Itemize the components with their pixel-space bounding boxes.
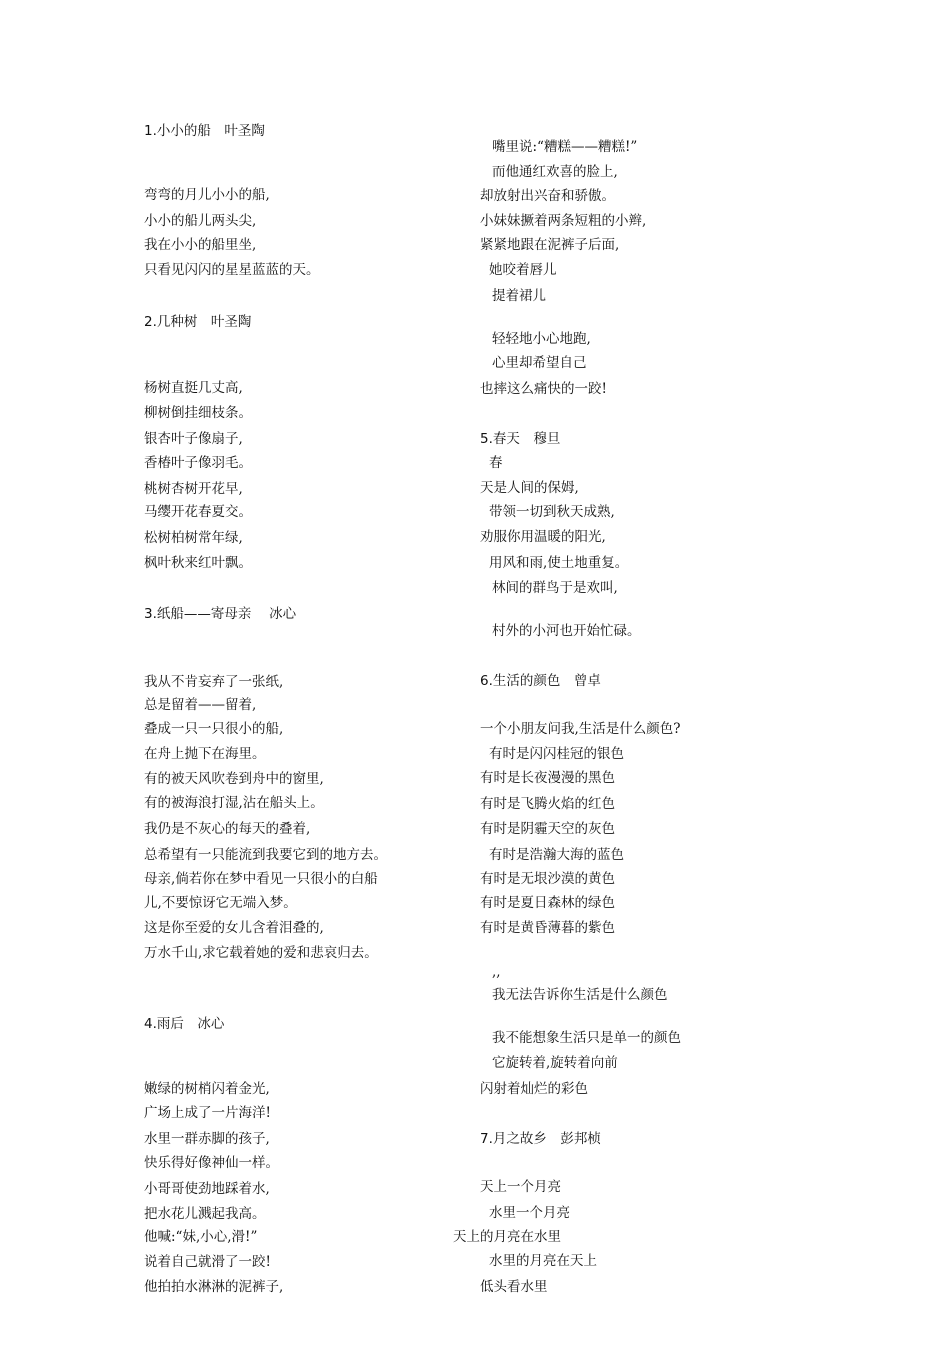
poem-line: 小哥哥使劲地踩着水, [144, 1181, 270, 1197]
poem-line: 有时是飞腾火焰的红色 [480, 796, 615, 812]
poem-line: 枫叶秋来红叶飘。 [144, 555, 252, 571]
poem-line: 水里一群赤脚的孩子, [144, 1131, 270, 1147]
poem-line: 叠成一只一只很小的船, [144, 721, 284, 737]
poem-line: 我从不肯妄弃了一张纸, [144, 674, 284, 690]
poem-line: 松树柏树常年绿, [144, 530, 243, 546]
poem-line: 有时是长夜漫漫的黑色 [480, 770, 615, 786]
poem-line: 小妹妹撅着两条短粗的小辫, [480, 213, 647, 229]
poem-line: 林间的群鸟于是欢叫, [492, 580, 618, 596]
poem-line: 有时是闪闪桂冠的银色 [489, 746, 624, 762]
poem-line: 水里一个月亮 [489, 1205, 570, 1221]
poem-line: 说着自己就滑了一跤! [144, 1254, 271, 1270]
poem-line: 快乐得好像神仙一样。 [144, 1155, 279, 1171]
poem-5-title: 5.春天 穆旦 [480, 431, 561, 447]
poem-line: 他拍拍水淋淋的泥裤子, [144, 1279, 284, 1295]
poem-line: 弯弯的月儿小小的船, [144, 187, 270, 203]
poem-line: 她咬着唇儿 [489, 262, 557, 278]
poem-line: 也摔这么痛快的一跤! [480, 381, 607, 397]
poem-line: 心里却希望自己 [492, 355, 587, 371]
poem-line: 他喊:“妹,小心,滑!” [144, 1229, 258, 1245]
poem-line: 有的被天风吹卷到舟中的窗里, [144, 771, 324, 787]
poem-line: 嫩绿的树梢闪着金光, [144, 1081, 270, 1097]
poem-line: 而他通红欢喜的脸上, [492, 164, 618, 180]
poem-line: 广场上成了一片海洋! [144, 1105, 271, 1121]
poem-line: 有时是黄昏薄暮的紫色 [480, 920, 615, 936]
poem-line: 总希望有一只能流到我要它到的地方去。 [144, 847, 387, 863]
poem-line: 总是留着——留着, [144, 697, 257, 713]
poem-line: 有时是浩瀚大海的蓝色 [489, 847, 624, 863]
poem-line: 天是人间的保姆, [480, 480, 579, 496]
poem-1-title: 1.小小的船 叶圣陶 [144, 123, 265, 139]
poem-line: 我在小小的船里坐, [144, 237, 257, 253]
poem-line: 有时是阴霾天空的灰色 [480, 821, 615, 837]
poem-line: 水里的月亮在天上 [489, 1253, 597, 1269]
poem-line: 带领一切到秋天成熟, [489, 504, 615, 520]
poem-line: 有时是夏日森林的绿色 [480, 895, 615, 911]
poem-line: 却放射出兴奋和骄傲。 [480, 188, 615, 204]
poem-line: 用风和雨,使土地重复。 [489, 555, 629, 571]
poem-line: 它旋转着,旋转着向前 [492, 1055, 618, 1071]
poem-line: 提着裙儿 [492, 288, 546, 304]
poem-4-title: 4.雨后 冰心 [144, 1016, 225, 1032]
poem-line: 我不能想象生活只是单一的颜色 [492, 1030, 681, 1046]
poem-line: ,, [492, 964, 501, 980]
poem-line: 在舟上抛下在海里。 [144, 746, 266, 762]
poem-line: 劝服你用温暖的阳光, [480, 529, 606, 545]
poem-line: 春 [489, 455, 503, 471]
poem-line: 小小的船儿两头尖, [144, 213, 257, 229]
poem-line: 柳树倒挂细枝条。 [144, 405, 252, 421]
poem-line: 桃树杏树开花早, [144, 481, 243, 497]
poem-line: 母亲,倘若你在梦中看见一只很小的白船 [144, 871, 378, 887]
poem-line: 轻轻地小心地跑, [492, 331, 591, 347]
poem-7-title: 7.月之故乡 彭邦桢 [480, 1131, 601, 1147]
poem-line: 一个小朋友问我,生活是什么颜色? [480, 721, 681, 737]
poem-line: 闪射着灿烂的彩色 [480, 1081, 588, 1097]
poem-line: 有的被海浪打湿,沾在船头上。 [144, 795, 324, 811]
poem-line: 把水花儿溅起我高。 [144, 1206, 266, 1222]
poem-line: 万水千山,求它载着她的爱和悲哀归去。 [144, 945, 378, 961]
poem-line: 杨树直挺几丈高, [144, 380, 243, 396]
poem-line: 只看见闪闪的星星蓝蓝的天。 [144, 262, 320, 278]
poem-line: 我无法告诉你生活是什么颜色 [492, 987, 668, 1003]
poem-line: 村外的小河也开始忙碌。 [492, 623, 641, 639]
poem-line: 紧紧地跟在泥裤子后面, [480, 237, 620, 253]
poem-line: 这是你至爱的女儿含着泪叠的, [144, 920, 324, 936]
poem-line: 香椿叶子像羽毛。 [144, 455, 252, 471]
poem-line: 嘴里说:“糟糕——糟糕!” [492, 139, 638, 155]
poem-line: 马缨开花春夏交。 [144, 504, 252, 520]
poem-line: 天上一个月亮 [480, 1179, 561, 1195]
poem-line: 低头看水里 [480, 1279, 548, 1295]
poem-line: 天上的月亮在水里 [453, 1229, 561, 1245]
poem-line: 我仍是不灰心的每天的叠着, [144, 821, 311, 837]
poem-line: 有时是无垠沙漠的黄色 [480, 871, 615, 887]
poem-line: 银杏叶子像扇子, [144, 431, 243, 447]
poem-3-title: 3.纸船——寄母亲 冰心 [144, 606, 297, 622]
poem-2-title: 2.几种树 叶圣陶 [144, 314, 252, 330]
poem-line: 儿,不要惊讶它无端入梦。 [144, 895, 297, 911]
poem-6-title: 6.生活的颜色 曾卓 [480, 673, 601, 689]
